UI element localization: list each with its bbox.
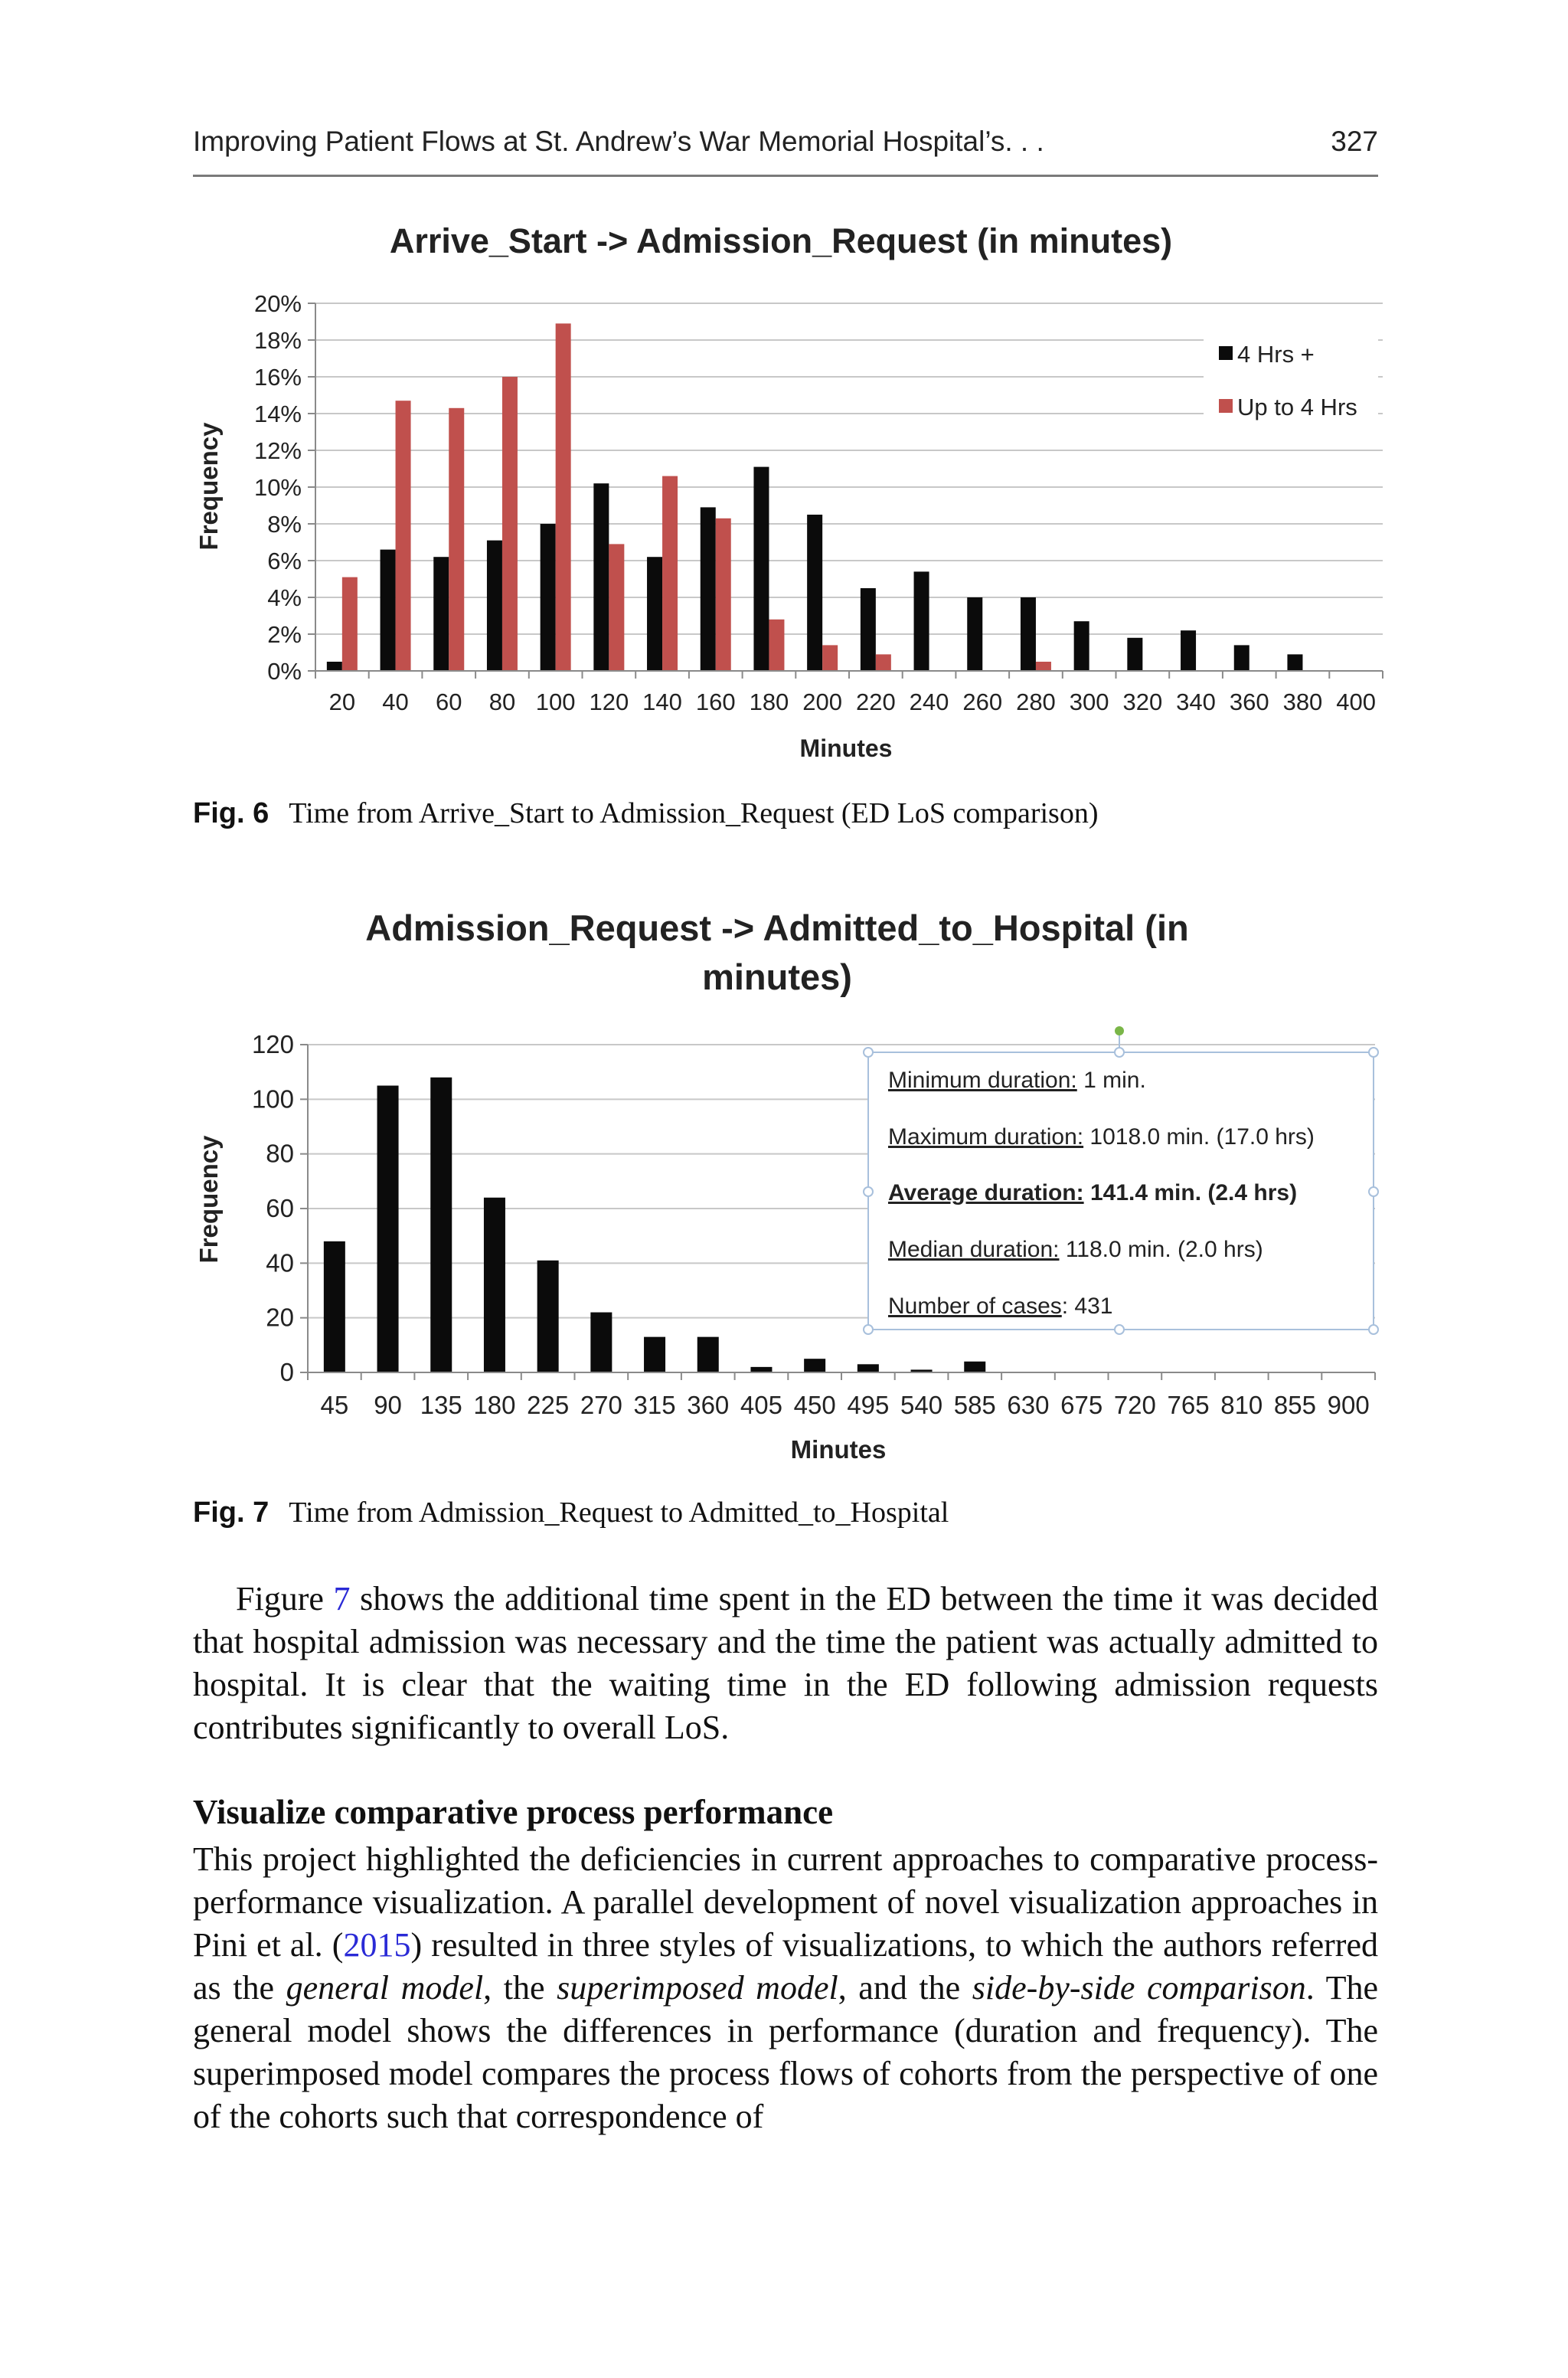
chart2-title-line-2: minutes) [702, 957, 852, 997]
chart2-x-axis-title: Minutes [790, 1435, 887, 1464]
c2-x-tick-label: 270 [580, 1391, 622, 1419]
resize-handle-bottom[interactable] [1115, 1325, 1124, 1334]
bar-270-frequency [590, 1313, 612, 1372]
term-general-model: general model [286, 1969, 484, 2007]
c2-y-tick-label: 20 [266, 1303, 294, 1332]
chart2-x-tick-labels [320, 1391, 1369, 1419]
c2-y-tick-label: 80 [266, 1139, 294, 1168]
c2-x-tick-label: 90 [374, 1391, 402, 1419]
c2-x-tick-label: 405 [740, 1391, 782, 1419]
c1-y-tick-label: 20% [253, 290, 302, 317]
figure-7-caption [193, 1496, 1378, 1529]
resize-handle-top[interactable] [1115, 1048, 1124, 1057]
bar-315-frequency [644, 1337, 665, 1372]
c1-y-tick-label: 4% [267, 584, 302, 611]
stat-maximum-duration: Maximum duration: 1018.0 min. (17.0 hrs) [888, 1124, 1315, 1150]
bar-585-frequency [964, 1362, 985, 1372]
c1-x-tick-label: 300 [1069, 689, 1109, 715]
bar-495-frequency [858, 1364, 879, 1372]
stat-minimum-duration: Minimum duration: 1 min. [888, 1068, 1146, 1093]
resize-handle-right[interactable] [1369, 1187, 1378, 1196]
bar-450-frequency [804, 1359, 825, 1372]
c2-y-tick-label: 120 [251, 1030, 294, 1058]
c1-y-tick-label: 12% [253, 437, 302, 464]
c2-x-tick-label: 585 [953, 1391, 996, 1419]
paragraph-comparative-visualization: This project highlighted the deficiencies in current approaches to comparative process-performance visualization. A parallel development of novel visualization approaches in Pini et al. (2015) resulted in three styles of visualizations, to which the authors referred as the general model, the superimposed model, and the side-by-side comparison. The general model shows the differences in performance (duration and frequency). The superimposed model compares the process flows of cohorts from the perspective of one of the cohorts such that correspondence of [193, 1840, 1378, 2135]
bar-360-frequency [697, 1337, 719, 1372]
bar-45-frequency [324, 1241, 345, 1372]
c1-x-tick-label: 180 [749, 689, 789, 715]
c1-y-tick-label: 0% [267, 658, 302, 685]
c1-x-tick-label: 340 [1176, 689, 1216, 715]
c2-x-tick-label: 720 [1113, 1391, 1156, 1419]
chart1-x-axis-title: Minutes [799, 734, 893, 762]
c1-x-tick-label: 380 [1282, 689, 1323, 715]
chart1-y-axis-title: Frequency [194, 422, 223, 551]
c2-x-tick-label: 450 [793, 1391, 836, 1419]
stat-average-duration: Average duration: 141.4 min. (2.4 hrs) [888, 1180, 1298, 1205]
c1-x-tick-label: 160 [695, 689, 736, 715]
c1-y-tick-label: 16% [253, 364, 302, 391]
c1-y-tick-label: 8% [267, 511, 302, 538]
c2-x-tick-label: 225 [527, 1391, 570, 1419]
stats-box-rotate-handle[interactable] [1115, 1026, 1124, 1035]
c1-x-tick-label: 240 [909, 689, 949, 715]
c2-x-tick-label: 855 [1273, 1391, 1316, 1419]
c2-x-tick-label: 45 [320, 1391, 349, 1419]
c1-y-tick-label: 14% [253, 401, 302, 427]
resize-handle-bottom-left[interactable] [864, 1325, 873, 1334]
page-number: 327 [1331, 126, 1378, 157]
c2-x-tick-label: 675 [1060, 1391, 1103, 1419]
c1-y-tick-label: 10% [253, 474, 302, 501]
c2-x-tick-label: 765 [1167, 1391, 1210, 1419]
citation-link-2015[interactable]: 2015 [343, 1926, 411, 1964]
c2-x-tick-label: 315 [633, 1391, 676, 1419]
bar-90-frequency [377, 1086, 399, 1373]
c1-x-tick-label: 40 [382, 689, 409, 715]
resize-handle-top-right[interactable] [1369, 1048, 1378, 1057]
c1-x-tick-label: 20 [328, 689, 356, 715]
c2-y-tick-label: 60 [266, 1194, 294, 1222]
c2-x-tick-label: 540 [900, 1391, 943, 1419]
c2-x-tick-label: 810 [1220, 1391, 1263, 1419]
term-side-by-side-comparison: side-by-side comparison [972, 1969, 1306, 2007]
resize-handle-top-left[interactable] [864, 1048, 873, 1057]
c1-x-tick-label: 260 [962, 689, 1003, 715]
c1-x-tick-label: 320 [1122, 689, 1163, 715]
section-heading: Visualize comparative process performance [193, 1793, 834, 1831]
term-superimposed-model: superimposed model [557, 1969, 838, 2007]
c1-x-tick-label: 140 [642, 689, 682, 715]
c2-y-tick-label: 100 [251, 1084, 294, 1114]
figure-7-text: Time from Admission_Request to Admitted_to_Hospital [289, 1496, 949, 1529]
c2-x-tick-label: 360 [687, 1391, 730, 1419]
chart2-title-line-1: Admission_Request -> Admitted_to_Hospital (in [365, 908, 1189, 948]
c1-x-tick-label: 220 [855, 689, 896, 715]
c2-y-tick-label: 40 [266, 1248, 294, 1277]
running-title: Improving Patient Flows at St. Andrew’s War Memorial Hospital’s. . . [193, 126, 1044, 157]
figure-7-label: Fig. 7 [193, 1496, 270, 1529]
resize-handle-bottom-right[interactable] [1369, 1325, 1378, 1334]
c2-x-tick-label: 495 [847, 1391, 890, 1419]
bar-135-frequency [430, 1078, 452, 1372]
bar-180-frequency [484, 1198, 505, 1372]
chart2-y-tick-labels [252, 1030, 294, 1386]
c2-x-tick-label: 135 [420, 1391, 462, 1419]
c1-x-tick-label: 280 [1016, 689, 1056, 715]
c2-x-tick-label: 180 [473, 1391, 516, 1419]
chart1-title: Arrive_Start -> Admission_Request (in minutes) [389, 221, 1173, 260]
stat-median-duration: Median duration: 118.0 min. (2.0 hrs) [888, 1237, 1263, 1262]
bar-225-frequency [537, 1261, 559, 1372]
c2-y-tick-label: 0 [279, 1358, 294, 1386]
figure-6-text: Time from Arrive_Start to Admission_Request (ED LoS comparison) [289, 797, 1099, 829]
c1-x-tick-label: 80 [488, 689, 516, 715]
c1-x-tick-label: 400 [1336, 689, 1377, 715]
legend-label-up-to-4-hrs: Up to 4 Hrs [1237, 394, 1357, 420]
chart2-statistics-box [864, 1026, 1378, 1334]
legend-label-4-hrs-plus: 4 Hrs + [1237, 341, 1315, 368]
bar-405-frequency [750, 1367, 772, 1372]
paragraph-figure-7-discussion: Figure 7 shows the additional time spent in the ED between the time it was decided that hospital admission was necessary and the time the patient was actually admitted to hospital. It is clear that the waiting time in the ED following admission requests contributes significantly to overall LoS. [193, 1580, 1378, 1746]
c2-x-tick-label: 630 [1007, 1391, 1050, 1419]
c1-x-tick-label: 60 [436, 689, 462, 715]
c2-x-tick-label: 900 [1327, 1391, 1370, 1419]
c1-y-tick-label: 2% [267, 621, 302, 648]
figure-6-label: Fig. 6 [193, 797, 270, 829]
figure-7-reference-link[interactable]: 7 [333, 1580, 351, 1617]
stat-number-of-cases: Number of cases: 431 [888, 1294, 1113, 1319]
c1-x-tick-label: 360 [1229, 689, 1269, 715]
c1-x-tick-label: 200 [802, 689, 843, 715]
c1-x-tick-label: 120 [589, 689, 629, 715]
chart2-y-axis-title: Frequency [194, 1135, 223, 1264]
c1-y-tick-label: 6% [267, 548, 302, 574]
resize-handle-left[interactable] [864, 1187, 873, 1196]
c1-x-tick-label: 100 [535, 689, 576, 715]
c1-y-tick-label: 18% [253, 327, 302, 354]
